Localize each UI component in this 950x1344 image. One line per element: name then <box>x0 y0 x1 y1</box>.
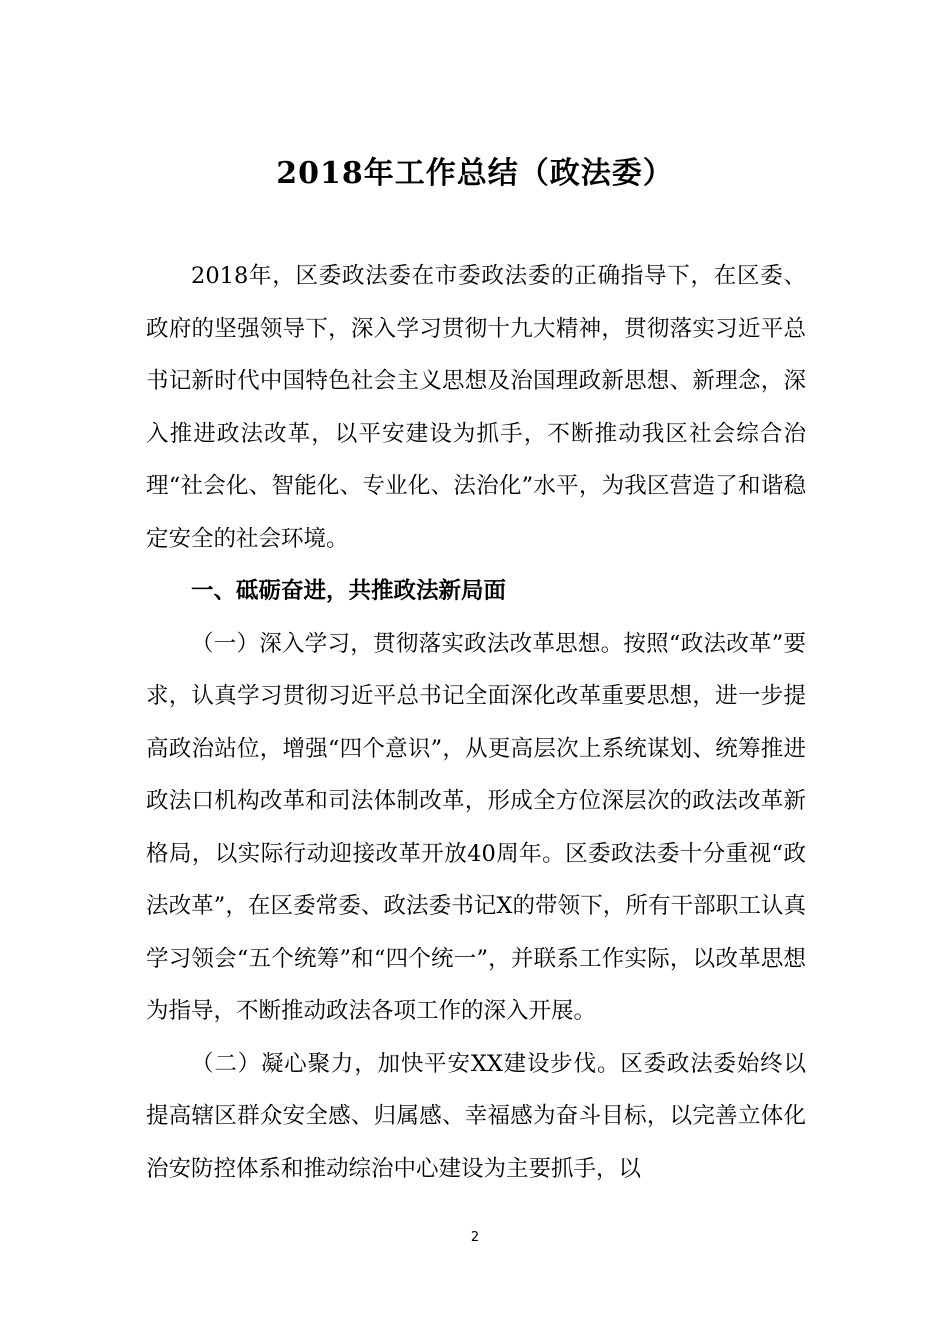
section-heading: 一、砥砺奋进，共推政法新局面 <box>191 578 507 604</box>
intro-paragraph: 2018年，区委政法委在市委政法委的正确指导下，在区委、政府的坚强领导下，深入学习贯彻十九大精神，贯彻落实习近平总书记新时代中国特色社会主义思想及治国理政新思想、新理念，深入推进政法改革，以平安建设为抓手，不断推动我区社会综合治理“社会化、智能化、专业化、法治化”水平，为我区营造了和谐稳定安全的社会环境。 <box>146 263 806 552</box>
document-title: 2018年工作总结（政法委） <box>276 156 674 191</box>
document-body <box>146 250 806 1195</box>
page-number: 2 <box>470 1230 480 1245</box>
subsection-paragraph-1: （一）深入学习，贯彻落实政法改革思想。按照“政法改革”要求，认真学习贯彻习近平总书记全面深化改革重要思想，进一步提高政治站位，增强“四个意识”，从更高层次上系统谋划、统筹推进政法口机构改革和司法体制改革，形成全方位深层次的政法改革新格局，以实际行动迎接改革开放40周年。区委政法委十分重视“政法改革”，在区委常委、政法委书记X的带领下，所有干部职工认真学习领会“五个统筹”和“四个统一”，并联系工作实际，以改革思想为指导，不断推动政法各项工作的深入开展。 <box>146 630 806 1024</box>
subsection-paragraph-2: （二）凝心聚力，加快平安XX建设步伐。区委政法委始终以提高辖区群众安全感、归属感、幸福感为奋斗目标，以完善立体化治安防控体系和推动综治中心建设为主要抓手，以 <box>146 1050 806 1182</box>
